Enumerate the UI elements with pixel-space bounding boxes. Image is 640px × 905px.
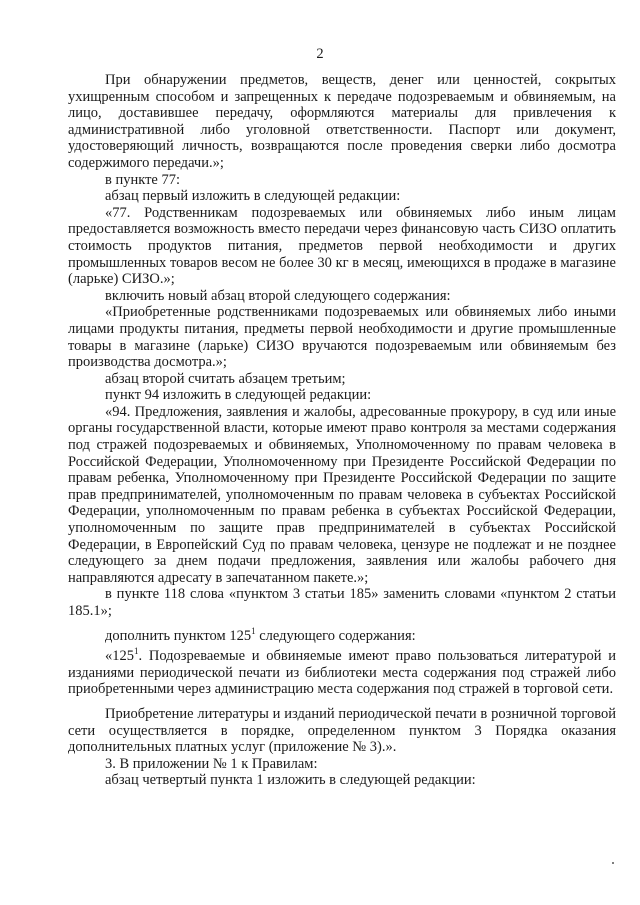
paragraph-item-118: в пункте 118 слова «пунктом 3 статьи 185» заменить словами «пунктом 2 статьи 185.1»; bbox=[68, 586, 616, 619]
paragraph-new-second-para: включить новый абзац второй следующего содержания: bbox=[105, 287, 451, 304]
paragraph-contraband-rule: При обнаружении предметов, веществ, денег или ценностей, сокрытых ухищренным способом и запрещенных к передаче подозреваемым и обвиняемым, на лицо, доставившее передачу, оформляются материалы для привлечения к административной либо уголовной ответственности. Паспорт или документ, удостоверяющий личность, возвращаются после проведения сверки либо досмотра содержимого передачи.»; bbox=[68, 72, 616, 171]
superscript-one: 1 bbox=[251, 625, 256, 636]
paragraph-item-77-text: «77. Родственникам подозреваемых или обвиняемых либо иным лицам предоставляется возможность вместо передачи через финансовую часть СИЗО оплатить стоимость продуктов питания, предметов первой необходимости и других промышленных товаров весом не более 30 кг в месяц, имеющихся в продаже в магазине (ларьке) СИЗО.»; bbox=[68, 204, 616, 288]
paragraph-add-item-125-1-after: следующего содержания: bbox=[255, 627, 416, 644]
paragraph-fourth-para-edit: абзац четвертый пункта 1 изложить в следующей редакции: bbox=[105, 772, 476, 789]
page-number: 2 bbox=[316, 46, 324, 62]
paragraph-retail-purchase: Приобретение литературы и изданий периодической печати в розничной торговой сети осуществляется в порядке, определенном пунктом 3 Порядка оказания дополнительных платных услуг (приложение № 3).». bbox=[68, 705, 616, 756]
paragraph-purchased-goods: «Приобретенные родственниками подозреваемых или обвиняемых либо иными лицами продукты питания, предметы первой необходимости и другие промышленные товары в магазине (ларьке) СИЗО вручаются подозреваемым или обвиняемым без производства досмотра.»; bbox=[68, 304, 616, 371]
paragraph-item-125-1-after: . Подозреваемые и обвиняемые имеют право пользоваться литературой и изданиями периодической печати из библиотеки места содержания под стражей либо приобретенными через администрацию места содержания под стражей в торговой сети. bbox=[68, 648, 616, 698]
paragraph-item-77-intro: в пункте 77: bbox=[105, 171, 181, 188]
paragraph-add-item-125-1 bbox=[68, 625, 616, 645]
document-body bbox=[68, 72, 616, 789]
paragraph-appendix-1: 3. В приложении № 1 к Правилам: bbox=[105, 755, 318, 772]
paragraph-item-125-1-text bbox=[68, 648, 616, 698]
paragraph-first-para-edit: абзац первый изложить в следующей редакции: bbox=[105, 188, 401, 205]
scan-speck bbox=[612, 862, 614, 864]
superscript-one: 1 bbox=[134, 646, 139, 657]
paragraph-item-94-intro: пункт 94 изложить в следующей редакции: bbox=[105, 387, 372, 404]
paragraph-renumber: абзац второй считать абзацем третьим; bbox=[105, 370, 346, 387]
paragraph-item-94-text: «94. Предложения, заявления и жалобы, адресованные прокурору, в суд или иные органы государственной власти, которые имеют право контроля за местами содержания под стражей подозреваемых и обвиняемых, Уполномоченному по правам человека в Российской Федерации, Уполномоченному при Президенте Российской Федерации по правам ребенка, Уполномоченному при Президенте Российской Федерации по защите прав предпринимателей, уполномоченным по правам человека в субъектах Российской Федерации, уполномоченным по правам ребенка в субъектах Российской Федерации, уполномоченным по защите прав предпринимателей в субъектах Российской Федерации, в Европейский Суд по правам человека, цензуре не подлежат и не позднее следующего за днем подачи предложения, заявления или жалобы рабочего дня направляются адресату в запечатанном пакете.»; bbox=[68, 403, 616, 586]
paragraph-add-item-125-1-before: дополнить пунктом 125 bbox=[105, 627, 252, 644]
paragraph-item-125-1-before: «125 bbox=[105, 648, 134, 665]
